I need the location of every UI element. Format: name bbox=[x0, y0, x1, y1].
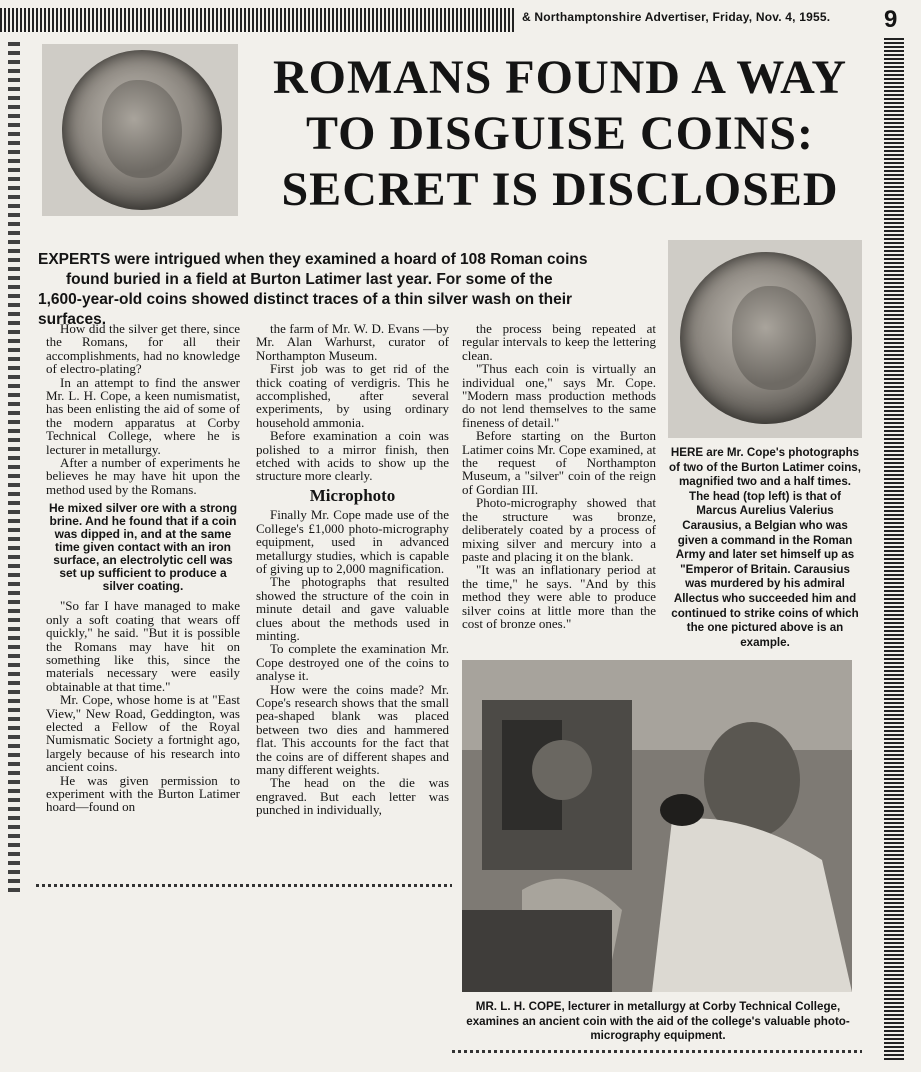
paragraph: After a number of experiments he believes he may have hit upon the method used by the Romans. bbox=[46, 455, 240, 497]
left-border-rule bbox=[8, 42, 20, 892]
paragraph: First job was to get rid of the thick coating of verdigris. This he accomplished, after several experiments, by using ordinary household ammonia. bbox=[256, 361, 449, 430]
coin-caption: HERE are Mr. Cope's photographs of two of the Burton Latimer coins, magnified two and a half times. The head (top left) is that of Marcus Aurelius Valerius Carausius, a Belgian who was given a command in the Roman Army and later set himself up as "Emperor of Britain. Carausius was murdered by his admiral Allectus who succeeded him and continued to strike coins of which the one pictured above is an example. bbox=[669, 446, 861, 649]
paragraph: the process being repeated at regular intervals to keep the lettering clean. bbox=[462, 321, 656, 363]
intro-paragraph bbox=[38, 250, 663, 330]
headline bbox=[240, 50, 880, 218]
headline-line: TO DISGUISE COINS: bbox=[306, 107, 814, 160]
scientist-microscope-photo bbox=[462, 660, 852, 992]
photo-caption: MR. L. H. COPE, lecturer in metallurgy at Corby Technical College, examines an ancient coin with the aid of the college's valuable photo-micrography equipment. bbox=[466, 1000, 850, 1043]
paragraph: How did the silver get there, since the Romans, for all their accomplishments, had no knowledge of electro-plating? bbox=[46, 321, 240, 377]
paragraph: In an attempt to find the answer Mr. L. H. Cope, a keen numismatist, has been enlisting the aid of some of the modern apparatus at Corby Technical College, where he is lecturer in metallurgy. bbox=[46, 374, 240, 457]
paragraph: Photo-micrography showed that the structure was bronze, deliberately coated by a process of mixing silver and mercury into a paste and placing it on the blank. bbox=[462, 495, 656, 564]
coin-photo-allectus bbox=[668, 240, 862, 438]
coin-image bbox=[680, 252, 852, 424]
headline-line: SECRET IS DISCLOSED bbox=[281, 163, 839, 216]
coin-head-image bbox=[732, 286, 816, 390]
bold-paragraph: He mixed silver ore with a strong brine. And he found that if a coin was dipped in, and at the same time given contact with an iron surface, an electrolytic cell was set up sufficient to produce a silver coating. bbox=[48, 501, 238, 594]
paragraph: Before examination a coin was polished to a mirror finish, then etched with acids to show up the structure more clearly. bbox=[256, 428, 449, 484]
intro-line: EXPERTS were intrigued when they examined a hoard of 108 Roman coins bbox=[38, 251, 588, 268]
article-column-1 bbox=[46, 322, 240, 814]
paragraph: The photographs that resulted showed the structure of the coin in minute detail and gave valuable clues about the methods used in minting. bbox=[256, 574, 449, 643]
photo-illustration bbox=[462, 660, 852, 992]
coin-image bbox=[62, 50, 222, 210]
page-number: 9 bbox=[884, 6, 898, 33]
paragraph: Before starting on the Burton Latimer coins Mr. Cope examined, at the request of Northampton Museum, a "silver" coin of the reign of Gordian III. bbox=[462, 428, 656, 497]
coin-head-image bbox=[102, 80, 182, 178]
intro-line: 1,600-year-old coins showed distinct traces of a thin silver wash on their bbox=[38, 291, 573, 308]
subheading: Microphoto bbox=[309, 485, 396, 505]
paragraph: To complete the examination Mr. Cope destroyed one of the coins to analyse it. bbox=[256, 641, 449, 684]
paragraph: "Thus each coin is virtually an individual one," says Mr. Cope. "Modern mass production methods do not lend themselves to the same fineness of detail." bbox=[462, 361, 656, 430]
right-border-rule bbox=[884, 38, 904, 1060]
paragraph: The head on the die was engraved. But each letter was punched in individually, bbox=[256, 775, 449, 818]
paragraph: Mr. Cope, whose home is at "East View," New Road, Geddington, was elected a Fellow of the Royal Numismatic Society a fortnight ago, largely because of his research into ancient coins. bbox=[46, 692, 240, 775]
paragraph: How were the coins made? Mr. Cope's research shows that the small pea-shaped blank was placed between two dies and hammered flat. This accounts for the fact that the coins are of different shapes and many different weights. bbox=[256, 681, 449, 777]
article-column-2 bbox=[256, 322, 449, 817]
paragraph: He was given permission to experiment with the Burton Latimer hoard—found on bbox=[46, 772, 240, 815]
paragraph: the farm of Mr. W. D. Evans —by Mr. Alan Warhurst, curator of Northampton Museum. bbox=[256, 321, 449, 363]
coin-photo-carausius bbox=[42, 44, 238, 216]
intro-line: surfaces. bbox=[38, 311, 107, 328]
article-column-3 bbox=[462, 322, 656, 630]
headline-line: ROMANS FOUND A WAY bbox=[272, 51, 848, 104]
paragraph: "So far I have managed to make only a soft coating that wears off quickly," he said. "But it is possible the Romans may have hit on something like this, since the materials necessary were easily obtainable at that time." bbox=[46, 598, 240, 694]
paragraph: "It was an inflationary period at the time," he says. "And by this method they were able to produce silver coins at little more than the cost of bronze ones." bbox=[462, 562, 656, 631]
header-rule bbox=[0, 8, 515, 32]
bottom-rule bbox=[452, 1050, 862, 1053]
paragraph: Finally Mr. Cope made use of the College's £1,000 photo-micrography equipment, used in advanced metallurgy studies, which is capable of giving up to 2,000 magnification. bbox=[256, 507, 449, 576]
intro-line: found buried in a field at Burton Latimer last year. For some of the bbox=[66, 271, 553, 288]
column-end-rule bbox=[36, 884, 452, 887]
masthead: & Northamptonshire Advertiser, Friday, Nov. 4, 1955. bbox=[522, 10, 831, 24]
